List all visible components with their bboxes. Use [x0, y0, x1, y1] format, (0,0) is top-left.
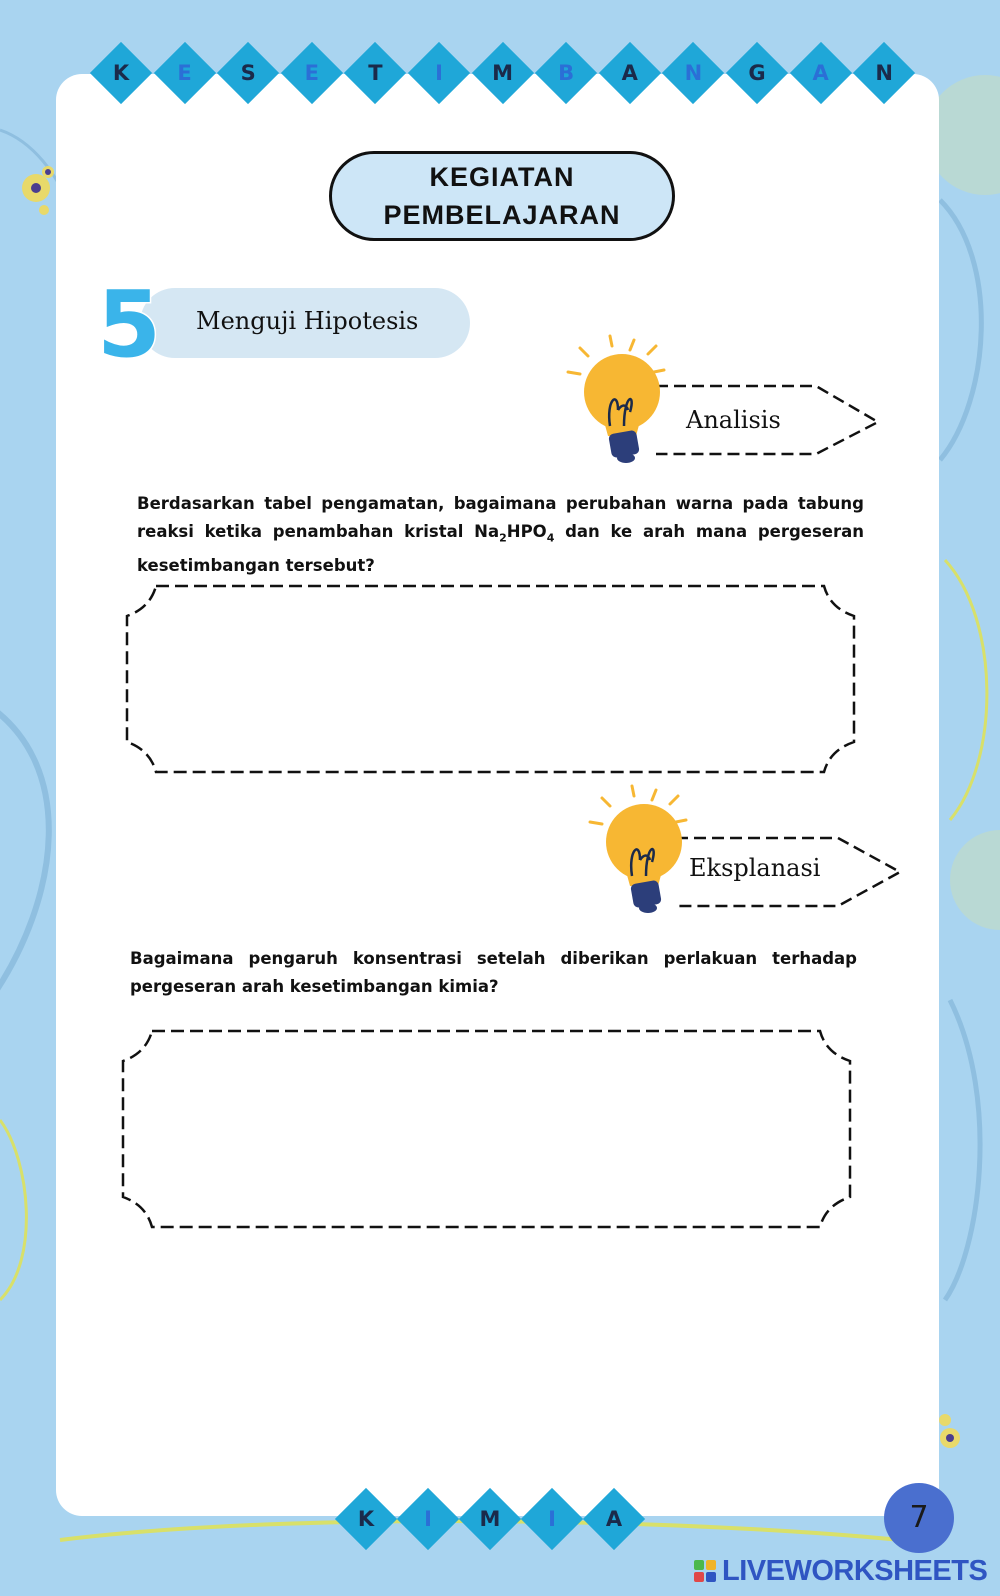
page-title [329, 151, 675, 241]
header-letter: S [240, 61, 256, 85]
question-text: Berdasarkan tabel pengamatan, bagaimana perubahan warna pada tabung reaksi ketika penambahan kristal Na [137, 494, 864, 541]
header-letter: N [875, 61, 893, 85]
answer-box-eksplanasi[interactable] [120, 1029, 854, 1229]
title-line-2: PEMBELAJARAN [383, 200, 621, 230]
footer-letter: I [548, 1507, 556, 1531]
brand-text: LIVEWORKSHEETS [722, 1554, 988, 1587]
step-label: Menguji Hipotesis [196, 307, 419, 335]
header-letter: K [112, 61, 130, 85]
title-line-1: KEGIATAN [429, 162, 575, 192]
footer-letter: K [357, 1507, 375, 1531]
header-letter: E [304, 61, 319, 85]
footer-letter: M [479, 1507, 501, 1531]
lightbulb-icon [568, 336, 664, 463]
eksplanasi-label: Eksplanasi [689, 854, 821, 882]
liveworksheets-brand[interactable] [694, 1553, 987, 1589]
footer-letter: A [605, 1507, 623, 1531]
subscript: 4 [546, 531, 555, 545]
page-number-badge: 7 [884, 1483, 954, 1553]
header-letter: M [492, 61, 514, 85]
header-letter: B [558, 61, 575, 85]
header-letter: I [435, 61, 443, 85]
header-letter: E [177, 61, 192, 85]
analisis-tag [566, 334, 886, 474]
footer-letter: I [424, 1507, 432, 1531]
virus-icon-left [22, 166, 54, 215]
subscript: 2 [499, 531, 507, 545]
question-text: dan ke arah mana pergeseran kesetimbangan tersebut? [137, 522, 864, 576]
question-text: HPO [506, 522, 547, 541]
step-number: 5 [96, 276, 162, 374]
answer-box-analisis[interactable] [124, 584, 858, 774]
virus-icon-right [939, 1414, 960, 1448]
header-letter: T [368, 61, 383, 85]
header-letter: A [812, 61, 829, 85]
header-letter: G [748, 61, 766, 85]
header-letter: A [621, 61, 638, 85]
step-number-badge [92, 276, 166, 374]
analisis-question [137, 490, 864, 580]
eksplanasi-question: Bagaimana pengaruh konsentrasi setelah diberikan perlakuan terhadap pergeseran arah kesetimbangan kimia? [130, 949, 857, 996]
lightbulb-icon [590, 786, 686, 913]
analisis-label: Analisis [686, 406, 781, 434]
liveworksheets-logo-icon [694, 1560, 716, 1582]
header-letter: N [684, 61, 703, 85]
